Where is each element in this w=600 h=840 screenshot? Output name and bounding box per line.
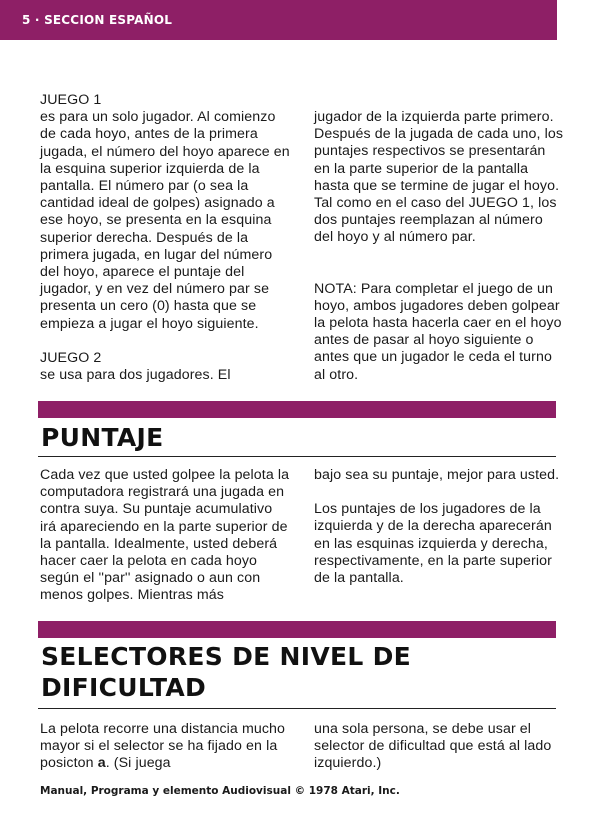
selectores-heading-rule bbox=[38, 708, 556, 709]
juego-2-label: JUEGO 2 bbox=[40, 349, 102, 366]
nota-paragraph bbox=[314, 281, 564, 384]
juego-1-label: JUEGO 1 bbox=[40, 92, 102, 108]
juego-1-text: es para un solo jugador. Al comienzo de cada hoyo, antes de la primera jugada, el número del hoyo aparece en la esquina superior izquierda de la pantalla. El número par (o sea la cantidad ideal de golpes) asignado a ese hoyo, se presenta en la esquina superior derecha. Después de la primera jugada, en lugar del número del hoyo, aparece el puntaje del jugador, y en vez del número par se presenta un cero (0) hasta que se empieza a jugar el hoyo siguiente. bbox=[40, 109, 290, 332]
puntaje-heading: PUNTAJE bbox=[41, 423, 164, 452]
copyright-footer: Manual, Programa y elemento Audiovisual © 1978 Atari, Inc. bbox=[40, 785, 400, 797]
selectores-left-text bbox=[40, 721, 290, 773]
selectores-right-text: una sola persona, se debe usar el selector de dificultad que está al lado izquierdo.) bbox=[314, 721, 552, 772]
juego-2-text: se usa para dos jugadores. El bbox=[40, 367, 231, 384]
selectores-section-band bbox=[38, 621, 556, 638]
juego-left-column bbox=[40, 92, 290, 384]
selectores-heading-line-1: SELECTORES DE NIVEL DE bbox=[41, 642, 412, 671]
puntaje-section-band bbox=[38, 401, 556, 418]
puntaje-left-text: Cada vez que usted golpee la pelota la computadora registrará una jugada en contra suya. Su puntaje acumulativo irá apareciendo en la parte superior de la pantalla. Idealmente, usted deberá hacer caer la pelota en cada hoyo según el ''par'' asignado o aun con menos golpes. Mientras más bbox=[40, 467, 290, 604]
puntaje-right-column bbox=[314, 467, 564, 587]
juego-2-continued-text: jugador de la izquierda parte primero. Después de la jugada de cada uno, los puntajes respectivos se presentarán en la parte superior de la pantalla hasta que se termine de jugar el hoyo. Tal como en el caso del JUEGO 1, los dos puntajes reemplazan al número del hoyo y al número par. bbox=[314, 109, 564, 246]
puntaje-left-column bbox=[40, 467, 290, 605]
puntaje-right-text-1: bajo sea su puntaje, mejor para usted. bbox=[314, 467, 560, 483]
nota-label: NOTA: bbox=[314, 280, 357, 297]
selectores-left-text-post: . (Si juega bbox=[105, 755, 171, 772]
selectores-heading-line-2: DIFICULTAD bbox=[41, 673, 207, 702]
selectores-left-column bbox=[40, 721, 290, 773]
puntaje-right-text-2: Los puntajes de los jugadores de la izquierda y de la derecha aparecerán en las esquinas izquierda y derecha, respectivamente, en la parte superior de la pantalla. bbox=[314, 501, 552, 587]
header-band bbox=[0, 0, 557, 40]
juego-right-column bbox=[314, 109, 564, 384]
nota-text: Para completar el juego de un hoyo, ambos jugadores deben golpear la pelota hasta hacerla caer en el hoyo antes de pasar al hoyo siguiente o antes que un jugador le ceda el turno al otro. bbox=[314, 280, 562, 383]
selectores-left-text-pre: La pelota recorre una distancia mucho mayor si el selector se ha fijado en la posicton bbox=[40, 721, 286, 772]
selectores-right-column bbox=[314, 721, 564, 773]
page-section-header: 5 · SECCION ESPAÑOL bbox=[22, 13, 173, 27]
puntaje-heading-rule bbox=[38, 456, 556, 457]
selector-position-a: a bbox=[97, 755, 106, 772]
selectores-heading bbox=[41, 641, 411, 703]
